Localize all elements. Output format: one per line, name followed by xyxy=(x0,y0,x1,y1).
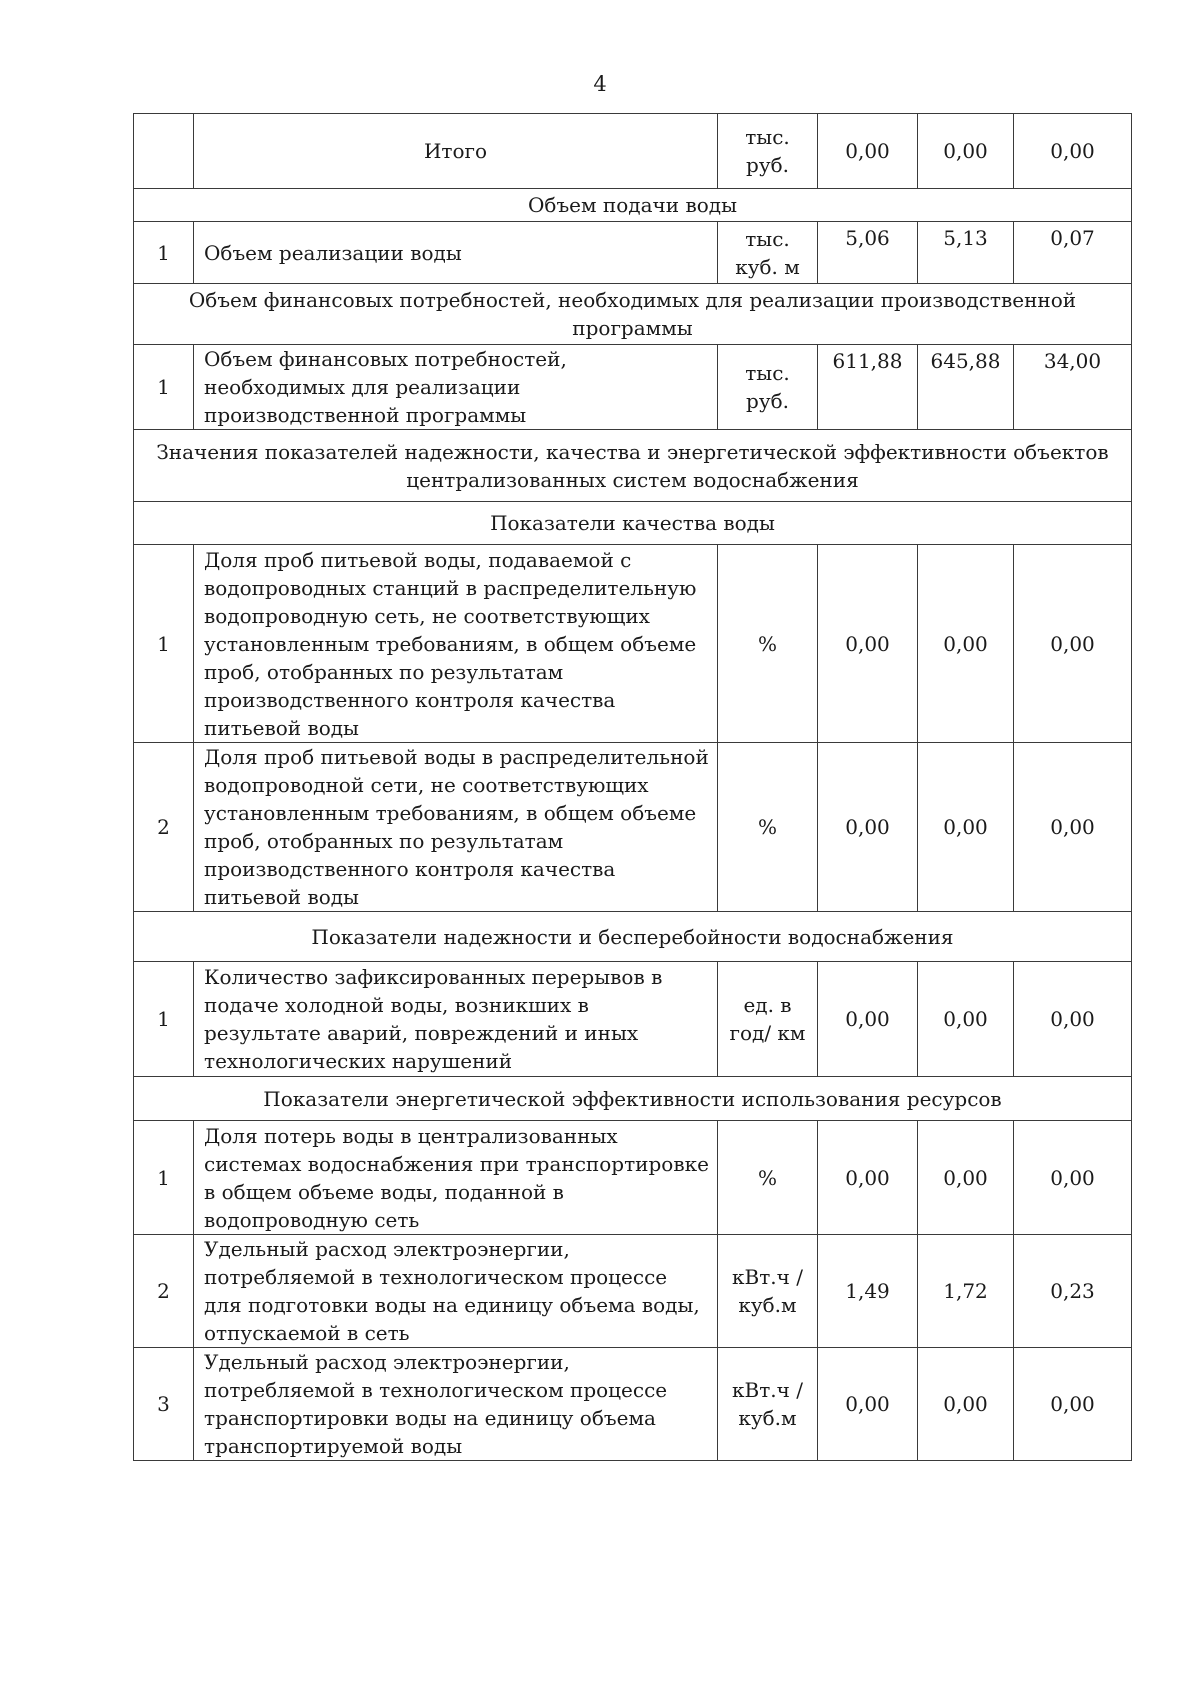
row-label: Количество зафиксированных перерывов в подаче холодной воды, возникших в результате аварий, повреждений и иных технологических нарушений xyxy=(194,962,718,1077)
row-value-1: 0,00 xyxy=(818,1348,918,1461)
row-value-3: 34,00 xyxy=(1014,345,1132,430)
section-title: Показатели энергетической эффективности использования ресурсов xyxy=(134,1077,1132,1121)
table-row xyxy=(134,1235,1132,1348)
row-value-1: 0,00 xyxy=(818,743,918,912)
row-value-3: 0,00 xyxy=(1014,962,1132,1077)
row-unit: % xyxy=(718,1121,818,1235)
row-value-3: 0,07 xyxy=(1014,222,1132,284)
row-unit: тыс. руб. xyxy=(718,114,818,189)
section-header xyxy=(134,189,1132,222)
row-value-1: 5,06 xyxy=(818,222,918,284)
table-row xyxy=(134,962,1132,1077)
section-title: Объем финансовых потребностей, необходимых для реализации производственной программы xyxy=(134,284,1132,345)
row-unit: % xyxy=(718,743,818,912)
row-number: 1 xyxy=(134,545,194,743)
row-value-2: 1,72 xyxy=(918,1235,1014,1348)
row-value-3: 0,00 xyxy=(1014,1121,1132,1235)
table-row xyxy=(134,345,1132,430)
row-label: Объем реализации воды xyxy=(194,222,718,284)
table-row xyxy=(134,222,1132,284)
section-title: Показатели надежности и бесперебойности водоснабжения xyxy=(134,912,1132,962)
row-number: 3 xyxy=(134,1348,194,1461)
row-unit: тыс. руб. xyxy=(718,345,818,430)
row-value-3: 0,23 xyxy=(1014,1235,1132,1348)
row-value-2: 0,00 xyxy=(918,1121,1014,1235)
row-label: Итого xyxy=(194,114,718,189)
row-value-1: 0,00 xyxy=(818,962,918,1077)
row-value-2: 645,88 xyxy=(918,345,1014,430)
row-label: Объем финансовых потребностей, необходимых для реализации производственной программы xyxy=(194,345,718,430)
row-value-1: 611,88 xyxy=(818,345,918,430)
row-value-1: 0,00 xyxy=(818,114,918,189)
row-value-1: 0,00 xyxy=(818,545,918,743)
row-number: 1 xyxy=(134,1121,194,1235)
section-title: Показатели качества воды xyxy=(134,502,1132,545)
row-number: 2 xyxy=(134,1235,194,1348)
row-label: Удельный расход электроэнергии, потребляемой в технологическом процессе для подготовки воды на единицу объема воды, отпускаемой в сеть xyxy=(194,1235,718,1348)
row-number: 1 xyxy=(134,222,194,284)
section-title: Значения показателей надежности, качества и энергетической эффективности объектов централизованных систем водоснабжения xyxy=(134,430,1132,502)
row-value-1: 0,00 xyxy=(818,1121,918,1235)
table-row xyxy=(134,1348,1132,1461)
row-unit: % xyxy=(718,545,818,743)
row-unit: ед. в год/ км xyxy=(718,962,818,1077)
section-header xyxy=(134,284,1132,345)
table-row xyxy=(134,743,1132,912)
section-header xyxy=(134,430,1132,502)
row-value-3: 0,00 xyxy=(1014,743,1132,912)
section-header xyxy=(134,1077,1132,1121)
row-number: 2 xyxy=(134,743,194,912)
row-value-3: 0,00 xyxy=(1014,545,1132,743)
row-label: Доля проб питьевой воды, подаваемой с водопроводных станций в распределительную водопроводную сеть, не соответствующих установленным требованиям, в общем объеме проб, отобранных по результатам производственного контроля качества питьевой воды xyxy=(194,545,718,743)
section-title: Объем подачи воды xyxy=(134,189,1132,222)
row-value-3: 0,00 xyxy=(1014,1348,1132,1461)
row-value-2: 0,00 xyxy=(918,962,1014,1077)
row-value-2: 5,13 xyxy=(918,222,1014,284)
table-row xyxy=(134,545,1132,743)
row-number xyxy=(134,114,194,189)
row-label: Доля проб питьевой воды в распределительной водопроводной сети, не соответствующих установленным требованиям, в общем объеме проб, отобранных по результатам производственного контроля качества питьевой воды xyxy=(194,743,718,912)
row-value-2: 0,00 xyxy=(918,743,1014,912)
row-value-2: 0,00 xyxy=(918,1348,1014,1461)
row-label: Доля потерь воды в централизованных системах водоснабжения при транспортировке в общем объеме воды, поданной в водопроводную сеть xyxy=(194,1121,718,1235)
table-row xyxy=(134,1121,1132,1235)
row-number: 1 xyxy=(134,962,194,1077)
row-unit: кВт.ч / куб.м xyxy=(718,1348,818,1461)
row-unit: кВт.ч / куб.м xyxy=(718,1235,818,1348)
section-header xyxy=(134,502,1132,545)
row-unit: тыс. куб. м xyxy=(718,222,818,284)
row-number: 1 xyxy=(134,345,194,430)
row-label: Удельный расход электроэнергии, потребляемой в технологическом процессе транспортировки воды на единицу объема транспортируемой воды xyxy=(194,1348,718,1461)
row-value-3: 0,00 xyxy=(1014,114,1132,189)
row-value-1: 1,49 xyxy=(818,1235,918,1348)
total-row xyxy=(134,114,1132,189)
row-value-2: 0,00 xyxy=(918,114,1014,189)
page-number: 4 xyxy=(593,72,607,96)
row-value-2: 0,00 xyxy=(918,545,1014,743)
indicators-table xyxy=(133,113,1132,1461)
section-header xyxy=(134,912,1132,962)
